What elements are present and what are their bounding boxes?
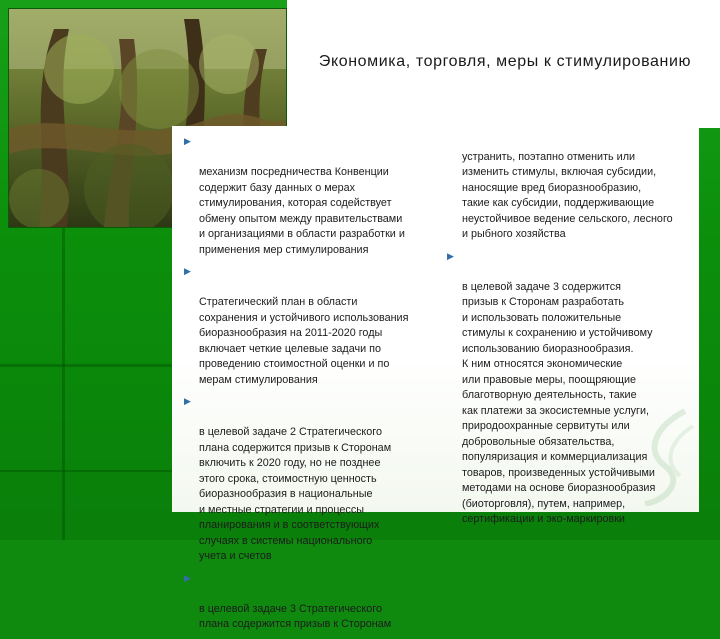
content-panel bbox=[172, 126, 699, 630]
list-item bbox=[182, 134, 444, 258]
list-item bbox=[182, 571, 444, 633]
triangle-bullet-icon: ▶ bbox=[184, 136, 191, 146]
list-item-continuation bbox=[445, 134, 695, 243]
decor-stripe bbox=[62, 226, 65, 540]
triangle-bullet-icon: ▶ bbox=[184, 572, 191, 583]
list-item-text: механизм посредничества Конвенции содержит базу данных о мерах стимулирования, которая содействует обмену опытом между правительствами и организациями в области разработки и применения мер стимулирования bbox=[199, 166, 405, 256]
list-item bbox=[182, 394, 444, 565]
list-item-text: Стратегический план в области сохранения и устойчивого использования биоразнообразия на 2011-2020 годы включает четкие целевые задачи по проведению стоимостной оценки и по мерам стимулирования bbox=[199, 296, 409, 386]
triangle-bullet-icon: ▶ bbox=[184, 396, 191, 406]
triangle-bullet-icon: ▶ bbox=[184, 266, 191, 276]
list-item-text: устранить, поэтапно отменить или изменить стимулы, включая субсидии, наносящие вред биоразнообразию, такие как субсидии, поддерживающие неустойчивое ведение сельского, лесного и рыбного хозяйства bbox=[462, 150, 673, 240]
swirl-decoration-icon bbox=[635, 406, 695, 506]
triangle-bullet-icon: ▶ bbox=[447, 250, 454, 261]
slide-title: Экономика, торговля, меры к стимулированию bbox=[318, 53, 692, 70]
decor-stripe bbox=[0, 364, 172, 367]
list-item-text: в целевой задаче 3 Стратегического плана содержится призыв к Сторонам bbox=[199, 602, 392, 630]
list-item-text: в целевой задаче 3 содержится призыв к Сторонам разработать и использовать положительные стимулы к сохранению и устойчивому использованию биоразнообразия. К ним относятся экономические или правовые меры, поощряющие благотворную деятельность, такие как платежи за экосистемные услуги, природоохранные сервитуты или добровольные обязательства, популяризация и коммерциализация товаров, произведенных устойчивыми методами на основе биоразнообразия (биоторговля), путем, например, сертификации и эко-маркировки bbox=[462, 280, 656, 525]
left-column bbox=[182, 134, 444, 639]
list-item bbox=[182, 264, 444, 388]
decor-stripe bbox=[0, 470, 172, 472]
list-item-text: в целевой задаче 2 Стратегического плана содержится призыв к Сторонам включить к 2020 году, но не позднее этого срока, стоимостную ценность биоразнообразия в национальные и местные стратегии и процессы планирования и в соответствующих случаях в системы национального учета и счетов bbox=[199, 426, 392, 562]
